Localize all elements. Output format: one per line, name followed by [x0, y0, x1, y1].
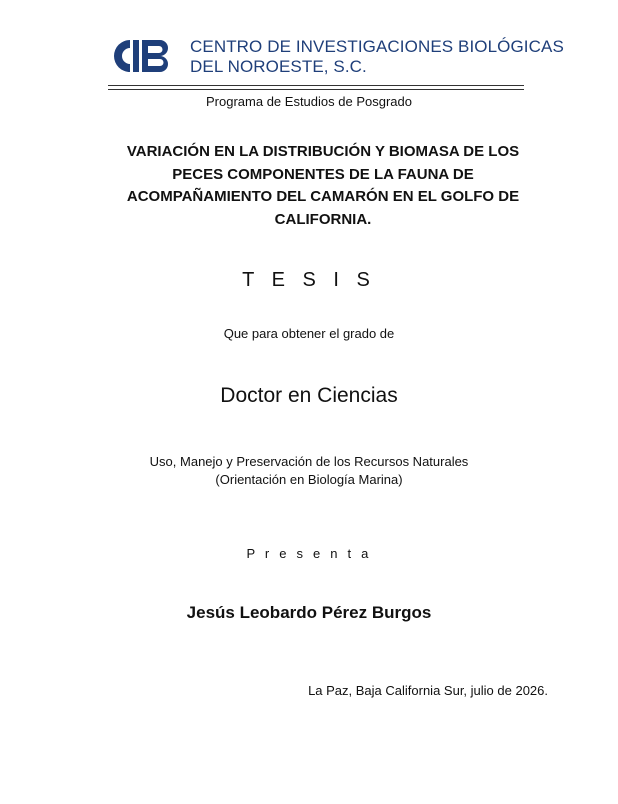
header-rule-top — [108, 85, 524, 86]
header-rule-bottom — [108, 89, 524, 90]
document-type: T E S I S — [242, 269, 376, 291]
cib-logo — [110, 38, 176, 74]
thesis-title: VARIACIÓN EN LA DISTRIBUCIÓN Y BIOMASA DE LOS PECES COMPONENTES DE LA FAUNA DE ACOMPAÑAMIENTO DEL CAMARÓN EN EL GOLFO DE CALIFORNIA. — [126, 143, 520, 228]
author-name: Jesús Leobardo Pérez Burgos — [186, 603, 432, 622]
presents-label: P r e s e n t a — [246, 546, 372, 561]
place-and-date: La Paz, Baja California Sur, julio de 2026. — [308, 683, 548, 698]
degree-intro: Que para obtener el grado de — [223, 326, 395, 341]
institution-line-2: DEL NOROESTE, S.C. — [190, 57, 367, 76]
institution-line-1: CENTRO DE INVESTIGACIONES BIOLÓGICAS — [190, 37, 564, 56]
degree-name: Doctor en Ciencias — [220, 384, 398, 407]
specialty-line-1: Uso, Manejo y Preservación de los Recursos Naturales — [149, 454, 469, 469]
institution-name — [190, 37, 564, 77]
specialty-line-2: (Orientación en Biología Marina) — [215, 472, 403, 487]
program-name: Programa de Estudios de Posgrado — [206, 94, 412, 109]
